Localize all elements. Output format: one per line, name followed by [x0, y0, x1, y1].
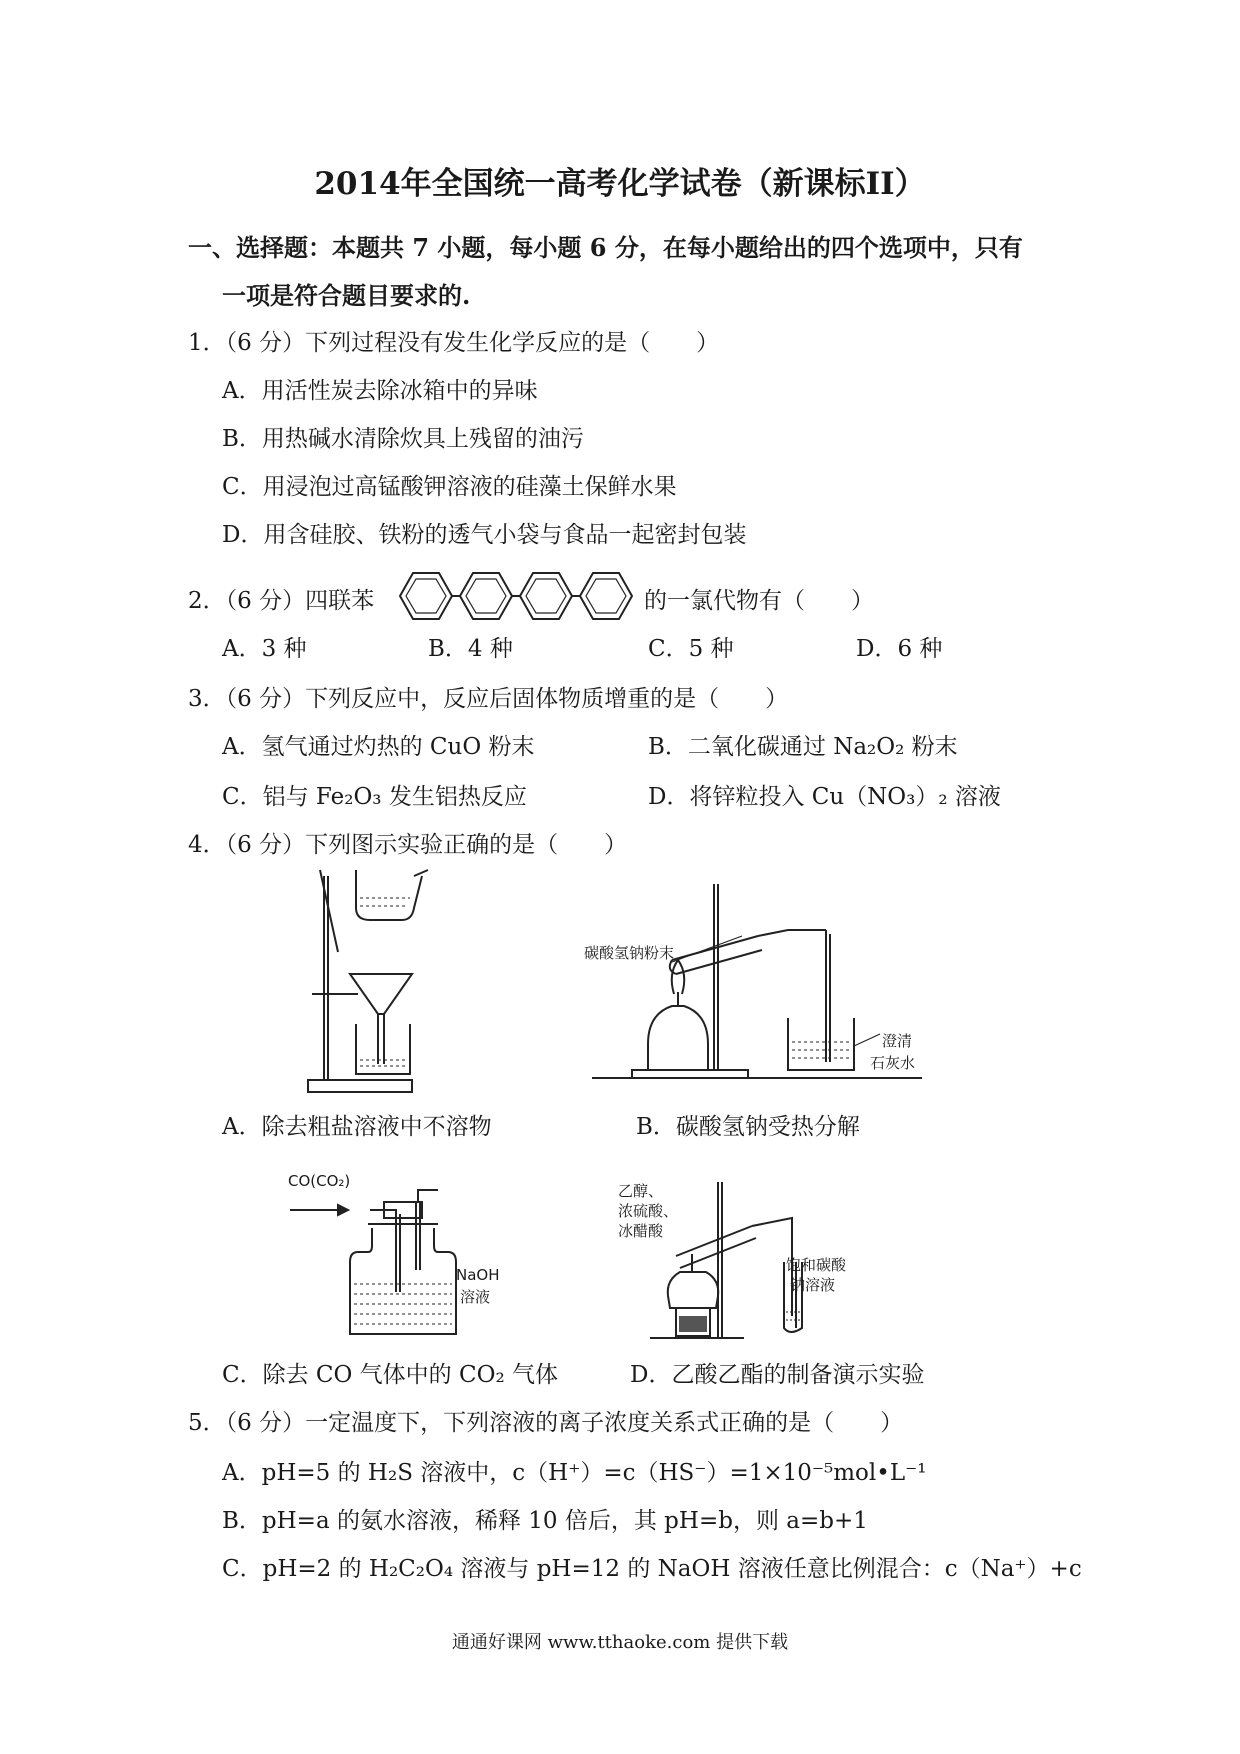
- page-footer: 通通好课网 www.tthaoke.com 提供下载: [451, 1632, 789, 1653]
- fig-d-label-sodium-solution: 钠溶液: [790, 1276, 836, 1294]
- fig-b-label-clear: 澄清: [882, 1032, 913, 1050]
- question-2-stem-pre: 2．（6 分）四联苯: [188, 588, 375, 614]
- section-heading-line1: 一、选择题：本题共 7 小题，每小题 6 分，在每小题给出的四个选项中，只有: [188, 233, 1023, 262]
- question-4-option-d: D．乙酸乙酯的制备演示实验: [630, 1362, 925, 1388]
- fig-c-label-naoh: NaOH: [456, 1266, 500, 1284]
- fig-d-label-sulfuric: 浓硫酸、: [618, 1202, 679, 1220]
- gas-washing-bottle-figure: [288, 1180, 498, 1340]
- question-1-option-a: A．用活性炭去除冰箱中的异味: [222, 378, 538, 404]
- question-1-stem: 1．（6 分）下列过程没有发生化学反应的是（ ）: [188, 330, 720, 356]
- fig-c-label-gas: CO(CO₂): [288, 1172, 351, 1190]
- question-2-option-a: A．3 种: [222, 636, 307, 662]
- question-4-option-c: C．除去 CO 气体中的 CO₂ 气体: [222, 1362, 558, 1388]
- filtration-apparatus-figure: [298, 868, 448, 1098]
- question-3-option-b: B．二氧化碳通过 Na₂O₂ 粉末: [648, 734, 958, 760]
- question-2-option-c: C．5 种: [648, 636, 734, 662]
- fig-c-label-solution: 溶液: [460, 1288, 491, 1306]
- question-3-option-a: A．氢气通过灼热的 CuO 粉末: [222, 734, 535, 760]
- question-5-option-a: A．pH=5 的 H₂S 溶液中，c（H⁺）=c（HS⁻）=1×10⁻⁵mol•L⁻¹: [222, 1460, 927, 1486]
- question-5-option-c: C．pH=2 的 H₂C₂O₄ 溶液与 pH=12 的 NaOH 溶液任意比例混合：c（Na⁺）+c: [222, 1556, 1082, 1582]
- quaterphenyl-structure-diagram: [398, 560, 642, 632]
- question-2-option-b: B．4 种: [428, 636, 513, 662]
- question-5-stem: 5．（6 分）一定温度下，下列溶液的离子浓度关系式正确的是（ ）: [188, 1410, 904, 1436]
- question-3-option-c: C．铝与 Fe₂O₃ 发生铝热反应: [222, 784, 527, 810]
- fig-d-label-ethanol: 乙醇、: [618, 1182, 664, 1200]
- question-2-stem-post: 的一氯代物有（ ）: [644, 588, 874, 614]
- question-4-stem: 4．（6 分）下列图示实验正确的是（ ）: [188, 832, 628, 858]
- question-3-option-d: D．将锌粒投入 Cu（NO₃）₂ 溶液: [648, 784, 1001, 810]
- question-3-stem: 3．（6 分）下列反应中，反应后固体物质增重的是（ ）: [188, 686, 789, 712]
- fig-d-label-carbonate: 饱和碳酸: [786, 1256, 847, 1274]
- question-1-option-d: D．用含硅胶、铁粉的透气小袋与食品一起密封包装: [222, 522, 747, 548]
- fig-b-label-limewater: 石灰水: [870, 1054, 916, 1072]
- fig-d-label-acetic: 冰醋酸: [618, 1222, 664, 1240]
- page-title: 2014年全国统一高考化学试卷（新课标II）: [314, 166, 926, 202]
- question-4-option-b: B．碳酸氢钠受热分解: [636, 1114, 860, 1140]
- question-1-option-b: B．用热碱水清除炊具上残留的油污: [222, 426, 584, 452]
- question-2-option-d: D．6 种: [856, 636, 943, 662]
- question-4-option-a: A．除去粗盐溶液中不溶物: [222, 1114, 492, 1140]
- section-heading-line2: 一项是符合题目要求的.: [222, 281, 471, 310]
- fig-b-label-powder: 碳酸氢钠粉末: [584, 944, 675, 962]
- question-5-option-b: B．pH=a 的氨水溶液，稀释 10 倍后，其 pH=b，则 a=b+1: [222, 1508, 868, 1534]
- question-1-option-c: C．用浸泡过高锰酸钾溶液的硅藻土保鲜水果: [222, 474, 677, 500]
